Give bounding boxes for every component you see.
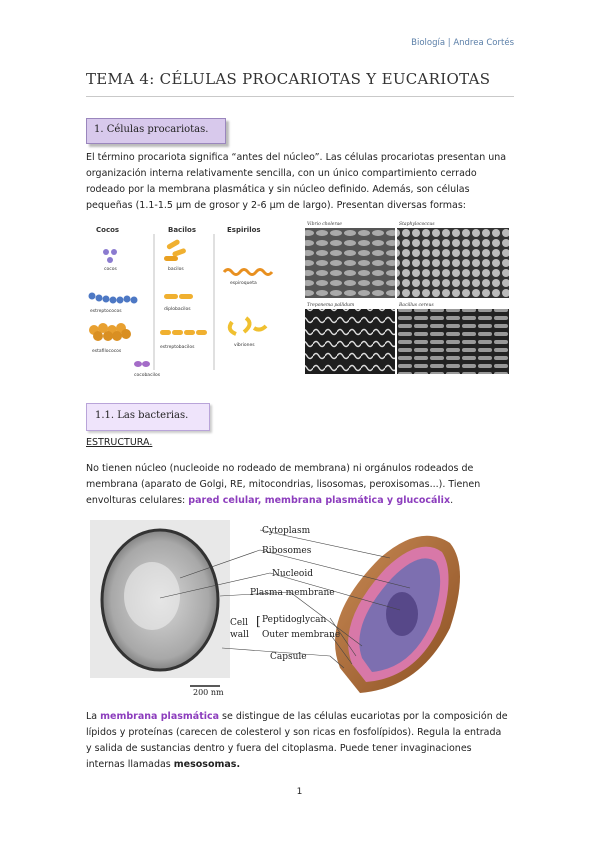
vibriones-shape <box>230 318 266 334</box>
subsection-heading: 1.1. Las bacterias. <box>95 410 189 421</box>
bacteria-shapes-figure <box>86 220 294 380</box>
estreptobacilos-shape <box>160 330 207 335</box>
mesosomas-term: mesosomas. <box>173 759 241 770</box>
page-number: 1 <box>296 787 303 797</box>
membrane-text: internas llamadas <box>86 759 174 770</box>
cocobacilos-shape <box>134 361 150 367</box>
label-plasma-membrane: Plasma membrane <box>250 588 335 598</box>
intro-line: organización interna relativamente sencilla, con un único compartimiento cerrado <box>86 168 477 179</box>
intro-line: El término procariota significa “antes del núcleo”. Las células procariotas presentan una <box>86 152 507 163</box>
estreptococos-shape <box>89 293 138 304</box>
caption-staphylococcus: Staphylococcus <box>399 222 435 227</box>
section-heading-box <box>86 118 226 144</box>
membrane-line <box>86 709 518 725</box>
micrograph-nucleoid <box>124 562 180 630</box>
subsection-heading-box <box>86 403 210 431</box>
label-ribosomes: Ribosomes <box>262 546 312 556</box>
page-header: Biología | Andrea Cortés <box>411 38 514 48</box>
label-wall: wall <box>230 630 249 640</box>
structure-line <box>86 493 518 509</box>
label-espiroqueta: espiroqueta <box>230 281 257 286</box>
membrane-line: lípidos y proteínas (carecen de colesterol y son ricas en fosfolípidos). Regula la entrada <box>86 727 502 738</box>
label-outer-membrane: Outer membrane <box>262 630 341 640</box>
section-heading: 1. Células procariotas. <box>94 124 209 135</box>
label-vibriones: vibriones <box>234 343 255 348</box>
micrograph-bacillus <box>397 309 509 374</box>
membrane-line: y salida de sustancias dentro y fuera del citoplasma. Puede tener invaginaciones <box>86 743 472 754</box>
caption-vibrio: Vibrio cholerae <box>307 222 342 227</box>
label-capsule: Capsule <box>270 652 307 662</box>
label-diplobacilos: diplobacilos <box>164 307 191 312</box>
micrograph-vibrio <box>305 228 395 298</box>
espiroqueta-shape <box>224 270 272 275</box>
structure-text-end: . <box>450 495 454 506</box>
label-estreptococos: estreptococos <box>90 309 122 314</box>
envelope-highlight: pared celular, membrana plasmática y glucocálix <box>188 495 451 506</box>
nucleoid-illustration <box>386 592 418 636</box>
page-title: TEMA 4: CÉLULAS PROCARIOTAS Y EUCARIOTAS <box>86 70 491 88</box>
membrane-text: se distingue de las células eucariotas por la composición de <box>219 711 508 722</box>
membrane-line <box>86 757 518 773</box>
bacterial-structure-figure <box>90 518 520 700</box>
estafilococos-shape <box>89 323 131 341</box>
label-peptidoglycan: Peptidoglycan <box>262 615 327 625</box>
title-divider <box>86 96 514 97</box>
label-estreptobacilos: estreptobacilos <box>160 345 195 350</box>
label-cytoplasm: Cytoplasm <box>262 526 311 536</box>
structure-text: envolturas celulares: <box>86 495 189 506</box>
label-cell: Cell <box>230 618 248 628</box>
wall-brace: [ <box>256 614 261 628</box>
cocos-shape <box>103 249 117 263</box>
header-cocos: Cocos <box>96 226 120 234</box>
label-nucleoid: Nucleoid <box>272 569 313 579</box>
label-cocos: cocos <box>104 267 117 272</box>
membrane-paragraph <box>86 709 518 773</box>
diplobacilos-shape <box>164 294 193 299</box>
micrograph-staphylococcus <box>397 228 509 298</box>
header-espirilos: Espirilos <box>227 226 261 234</box>
caption-treponema: Treponema pallidum <box>307 303 355 308</box>
membrane-text: La <box>86 711 101 722</box>
structure-line: membrana (aparato de Golgi, RE, mitocondrias, lisosomas, peroxisomas...). Tienen <box>86 479 481 490</box>
micrographs-figure <box>301 218 515 376</box>
structure-line: No tienen núcleo (nucleoide no rodeado de membrana) ni orgánulos rodeados de <box>86 463 474 474</box>
membrane-highlight: membrana plasmática <box>100 711 220 722</box>
label-estafilococos: estafilococos <box>92 349 122 354</box>
header-bacilos: Bacilos <box>168 226 196 234</box>
structure-paragraph <box>86 461 518 509</box>
intro-line: pequeñas (1.1-1.5 μm de grosor y 2-6 μm de largo). Presentan diversas formas: <box>86 200 466 211</box>
caption-bacillus: Bacillus cereus <box>399 303 434 308</box>
micrograph-treponema <box>305 309 395 374</box>
bacilos-shape <box>164 239 187 261</box>
label-cocobacilos: cocobacilos <box>134 373 161 378</box>
label-bacilos: bacilos <box>168 267 184 272</box>
intro-paragraph <box>86 150 518 214</box>
estructura-heading: ESTRUCTURA. <box>86 437 153 448</box>
intro-line: rodeado por la membrana plasmática y sin núcleo definido. Además, son células <box>86 184 470 195</box>
scale-label: 200 nm <box>193 688 224 697</box>
